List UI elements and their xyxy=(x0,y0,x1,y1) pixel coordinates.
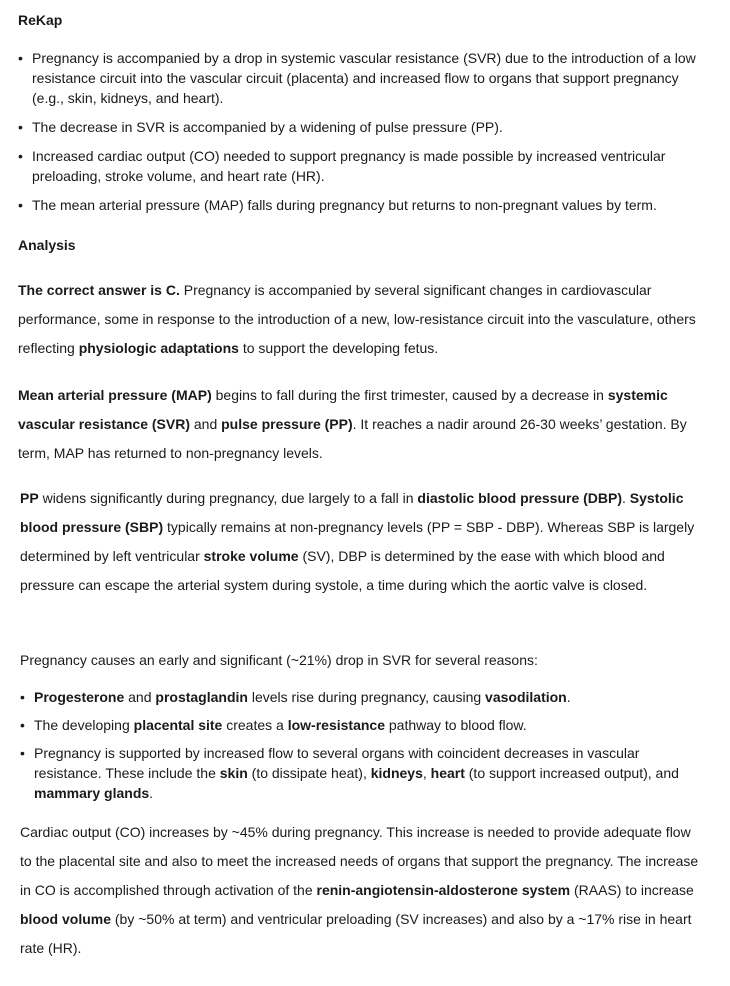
rekap-list xyxy=(32,48,697,224)
correct-answer-paragraph xyxy=(18,276,698,363)
bold-term: PP xyxy=(20,490,39,506)
paragraph-text: typically remains at non-pregnancy levels (PP = SBP - DBP). Whereas SBP is largely determined by left ventricular xyxy=(20,519,695,564)
bold-term: pulse pressure (PP) xyxy=(221,416,353,432)
list-text: creates a xyxy=(222,717,288,733)
paragraph-text: . xyxy=(622,490,630,506)
bold-term: Systolic blood pressure (SBP) xyxy=(20,490,684,535)
co-paragraph xyxy=(20,818,700,963)
list-item xyxy=(34,687,699,707)
bold-term: low-resistance xyxy=(287,717,385,733)
bold-term: stroke volume xyxy=(203,548,299,564)
list-text: . xyxy=(566,689,571,705)
paragraph-text: Pregnancy is accompanied by several significant changes in cardiovascular performance, some in response to the introduction of a new, low-resistance circuit into the vasculature, others reflecting xyxy=(18,282,696,356)
bold-term: placental site xyxy=(133,717,223,733)
list-text: Pregnancy is supported by increased flow to several organs with coincident decreases in vascular resistance. These include the xyxy=(34,745,640,781)
bold-term: systemic vascular resistance (SVR) xyxy=(18,387,668,432)
list-item: • The mean arterial pressure (MAP) falls during pregnancy but returns to non-pregnant values by term. xyxy=(32,195,697,215)
pp-paragraph xyxy=(20,484,700,600)
bold-term: vasodilation xyxy=(485,689,567,705)
bold-term: renin-angiotensin-aldosterone system xyxy=(316,882,571,898)
bold-term: diastolic blood pressure (DBP) xyxy=(417,490,623,506)
bold-term: heart xyxy=(430,765,465,781)
bold-term: skin xyxy=(219,765,248,781)
paragraph-text: . It reaches a nadir around 26-30 weeks’ gestation. By term, MAP has returned to non-pregnancy levels. xyxy=(18,416,687,461)
list-text: and xyxy=(124,689,156,705)
list-item xyxy=(34,743,699,803)
bold-term: Progesterone xyxy=(34,689,125,705)
list-text: , xyxy=(422,765,431,781)
list-text: (to support increased output), and xyxy=(464,765,679,781)
bold-term: kidneys xyxy=(370,765,423,781)
bold-term: prostaglandin xyxy=(155,689,248,705)
svr-intro-paragraph: Pregnancy causes an early and significant (~21%) drop in SVR for several reasons: xyxy=(20,652,538,668)
paragraph-text: Cardiac output (CO) increases by ~45% during pregnancy. This increase is needed to provide adequate flow to the placental site and also to meet the increased needs of organs that support the pregnancy. The increase in CO is accomplished through activation of the xyxy=(20,824,699,898)
bold-term: Mean arterial pressure (MAP) xyxy=(18,387,212,403)
paragraph-text: (by ~50% at term) and ventricular preloading (SV increases) and also by a ~17% rise in heart rate (HR). xyxy=(20,911,692,956)
paragraph-text: (SV), DBP is determined by the ease with which blood and pressure can escape the arterial system during systole, a time during which the aortic valve is closed. xyxy=(20,548,665,593)
paragraph-text: to support the developing fetus. xyxy=(238,340,439,356)
list-text: (to dissipate heat), xyxy=(247,765,371,781)
bold-term: mammary glands xyxy=(34,785,150,801)
bold-term: physiologic adaptations xyxy=(78,340,239,356)
analysis-heading: Analysis xyxy=(18,237,76,253)
paragraph-text: begins to fall during the first trimester, caused by a decrease in xyxy=(211,387,608,403)
list-item: • The decrease in SVR is accompanied by a widening of pulse pressure (PP). xyxy=(32,117,697,137)
list-item: • Pregnancy is accompanied by a drop in systemic vascular resistance (SVR) due to the introduction of a low resistance circuit into the vascular circuit (placenta) and increased flow to organs that support pregnancy (e.g., skin, kidneys, and heart). xyxy=(32,48,697,108)
paragraph-text: (RAAS) to increase xyxy=(570,882,694,898)
map-paragraph xyxy=(18,381,698,468)
correct-answer-label: The correct answer is C. xyxy=(18,282,180,298)
svr-reasons-list xyxy=(34,687,699,811)
bold-term: blood volume xyxy=(20,911,111,927)
list-text: levels rise during pregnancy, causing xyxy=(247,689,486,705)
list-item: • Increased cardiac output (CO) needed to support pregnancy is made possible by increased ventricular preloading, stroke volume, and heart rate (HR). xyxy=(32,146,697,186)
rekap-heading: ReKap xyxy=(18,12,63,28)
list-text: pathway to blood flow. xyxy=(384,717,527,733)
list-item xyxy=(34,715,699,735)
paragraph-text: and xyxy=(189,416,222,432)
paragraph-text: widens significantly during pregnancy, due largely to a fall in xyxy=(38,490,418,506)
list-text: The developing xyxy=(34,717,134,733)
list-text: . xyxy=(149,785,154,801)
